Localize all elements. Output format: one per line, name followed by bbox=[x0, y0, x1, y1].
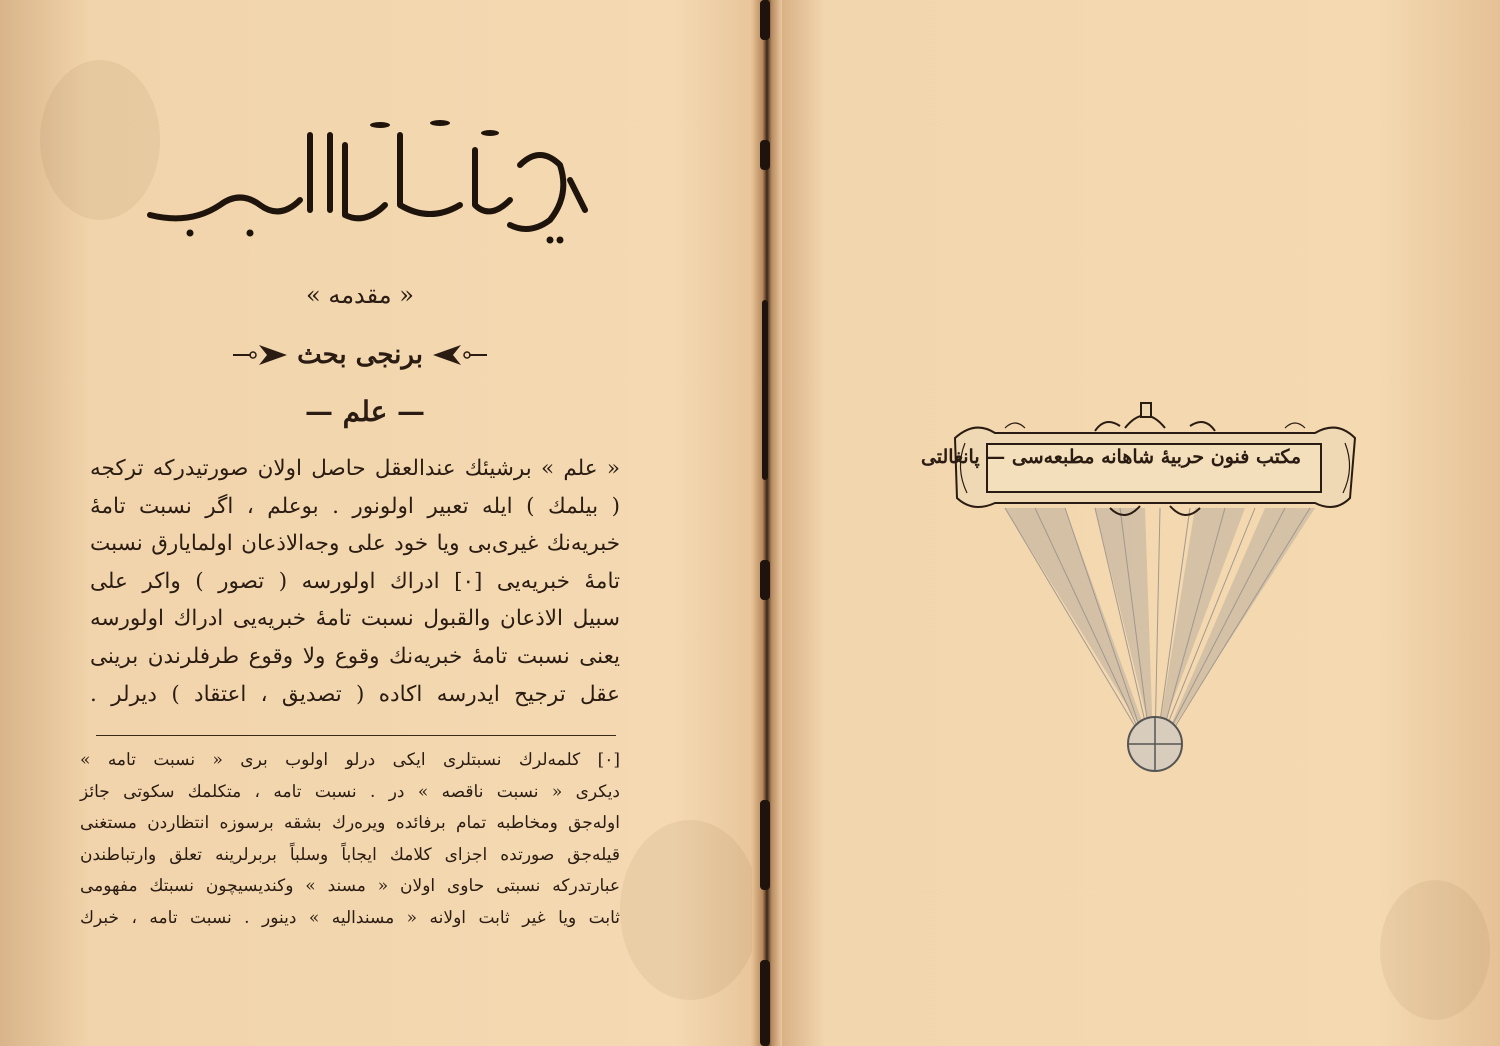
body-line: ( بیلمك ) ایله تعبیر اولونور . بوعلم ، اگر نسبت تامهٔ bbox=[90, 493, 620, 519]
footnote-line: دیکری « نسبت ناقصه » در . نسبت تامه ، متکلمك سکوتی جائز bbox=[80, 781, 620, 802]
footnote-line: [٠] کلمه‌لرك نسبتلری ایکی درلو اولوب بری « نسبت تامه » bbox=[80, 750, 620, 770]
gutter-tear bbox=[760, 800, 770, 890]
gutter-tear bbox=[760, 960, 770, 1046]
ornament-left-icon bbox=[231, 341, 289, 369]
footnote-divider bbox=[96, 735, 616, 736]
stamp-text: مکتب فنون حربیهٔ شاهانه مطبعه‌سی — پانغالتی bbox=[920, 446, 1301, 468]
ornament-right-icon bbox=[431, 341, 489, 369]
gutter-tear bbox=[760, 140, 770, 170]
gutter-tear bbox=[760, 0, 770, 40]
body-line: عقل ترجیح ایدرسه اکاده ( تصدیق ، اعتقاد ) دیرلر . bbox=[90, 681, 620, 707]
footnote-line: قیله‌جق صورتده اجزای کلامك ایجاباً وسلباً بربرلرینه تعلق وارتباطندن bbox=[80, 844, 620, 865]
gutter-tear bbox=[760, 560, 770, 600]
body-line: یعنی نسبت تامهٔ خبریه‌نك وقوع ولا وقوع طرفلرندن برینی bbox=[90, 643, 620, 669]
footnote-line: عبارتدرکه نسبتی حاوی اولان « مسند » وکندیسیچون نسبتك مفهومی bbox=[80, 876, 620, 897]
footnote-line: اوله‌جق ومخاطبه تمام برفائده ویره‌رك بشقه برسوزه انتظاردن مستغنی bbox=[80, 813, 620, 834]
section-heading-row bbox=[200, 337, 520, 373]
preface-heading: « مقدمه » bbox=[306, 281, 414, 309]
section-title: برنجی بحث bbox=[297, 340, 423, 370]
subsection-title: — علم — bbox=[304, 395, 426, 428]
footnote bbox=[80, 745, 620, 935]
gutter-tear bbox=[762, 300, 768, 480]
footnote-line: ثابت ویا غیر ثابت اولانه « مسندالیه » دینور . نسبت تامه ، خبرك bbox=[80, 907, 620, 928]
body-paragraph bbox=[90, 450, 620, 713]
body-line: تامهٔ خبریه‌یی [٠] ادراك اولورسه ( تصور ) واکر علی bbox=[90, 568, 620, 594]
body-line: خبریه‌نك غیری‌بی ویا خود علی وجه‌الاذعان اولمایارق نسبت bbox=[90, 531, 620, 557]
basmala-calligraphy bbox=[130, 105, 600, 255]
body-line: سبیل الاذعان والقبول نسبت تامهٔ خبریه‌یی ادراك اولورسه bbox=[90, 606, 620, 632]
printing-house-stamp bbox=[920, 398, 1365, 788]
body-line: « علم » برشیئك عندالعقل حاصل اولان صورتیدرکه ترکجه bbox=[90, 456, 620, 481]
